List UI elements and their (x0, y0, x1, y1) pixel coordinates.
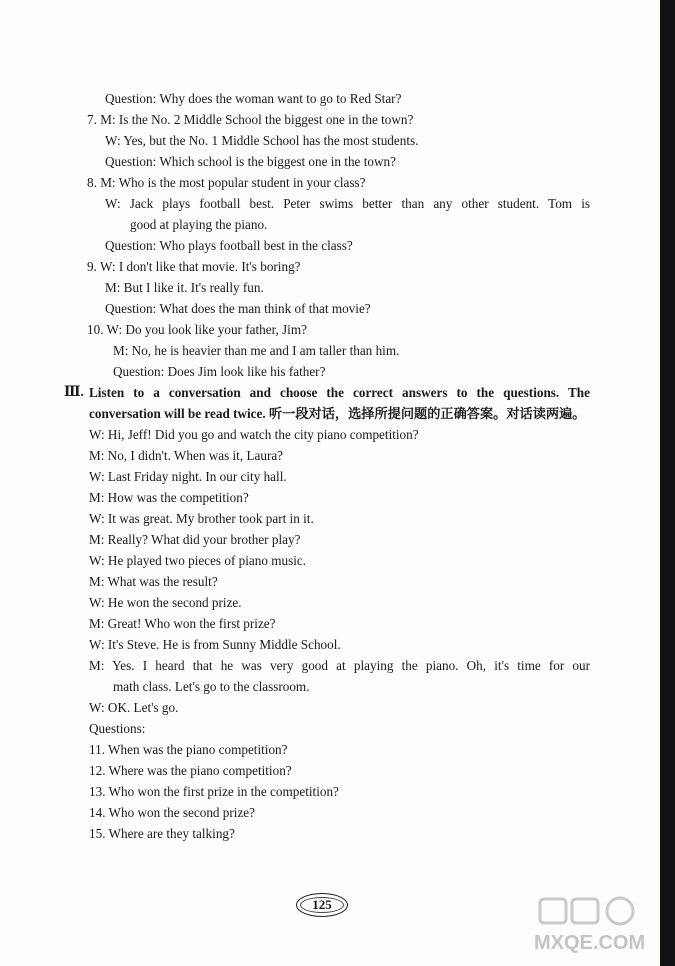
dialogue-line: W: Last Friday night. In our city hall. (89, 469, 287, 484)
question-item: 12. Where was the piano competition? (89, 763, 292, 778)
section-numeral: Ⅲ. (64, 384, 84, 399)
item-10-speaker-w: 10. W: Do you look like your father, Jim? (87, 322, 307, 337)
watermark-text: MXQE.COM (534, 932, 646, 954)
watermark-logo (520, 893, 660, 959)
dialogue-line: M: Yes. I heard that he was very good at playing the piano. Oh, it's time for our (89, 658, 590, 673)
item-8-speaker-w: W: Jack plays football best. Peter swims better than any other student. Tom is (105, 196, 590, 211)
item-10-speaker-m: M: No, he is heavier than me and I am taller than him. (113, 343, 400, 358)
section-instruction-line-1: Listen to a conversation and choose the correct answers to the questions. The (89, 385, 590, 400)
dialogue-line: M: No, I didn't. When was it, Laura? (89, 448, 284, 463)
dialogue-line: M: What was the result? (89, 574, 218, 589)
scan-edge (660, 0, 675, 966)
question-line-10: Question: Does Jim look like his father? (113, 364, 326, 379)
dialogue-line: M: Really? What did your brother play? (89, 532, 301, 547)
section-instruction-line-2: conversation will be read twice. 听一段对话，选择所提问题的正确答案。对话读两遍。 (89, 406, 586, 421)
question-line-9: Question: What does the man think of that movie? (105, 301, 371, 316)
item-9-speaker-w: 9. W: I don't like that movie. It's boring? (87, 259, 301, 274)
item-8-speaker-m: 8. M: Who is the most popular student in your class? (87, 175, 366, 190)
question-item: 13. Who won the first prize in the competition? (89, 784, 339, 799)
dialogue-line: W: He played two pieces of piano music. (89, 553, 307, 568)
item-8-speaker-w-cont: good at playing the piano. (130, 217, 268, 232)
question-line-7: Question: Which school is the biggest one in the town? (105, 154, 396, 169)
item-9-speaker-m: M: But I like it. It's really fun. (105, 280, 264, 295)
item-7-speaker-m: 7. M: Is the No. 2 Middle School the biggest one in the town? (87, 112, 414, 127)
dialogue-line: W: It's Steve. He is from Sunny Middle School. (89, 637, 341, 652)
dialogue-line: M: Great! Who won the first prize? (89, 616, 276, 631)
questions-label: Questions: (89, 721, 146, 736)
page-number: 125 (296, 893, 348, 917)
item-7-speaker-w: W: Yes, but the No. 1 Middle School has the most students. (105, 133, 419, 148)
dialogue-line: W: He won the second prize. (89, 595, 242, 610)
question-line-8: Question: Who plays football best in the class? (105, 238, 353, 253)
dialogue-line-cont: math class. Let's go to the classroom. (113, 679, 310, 694)
question-item: 15. Where are they talking? (89, 826, 235, 841)
dialogue-line: W: Hi, Jeff! Did you go and watch the city piano competition? (89, 427, 419, 442)
dialogue-line: M: How was the competition? (89, 490, 249, 505)
question-item: 11. When was the piano competition? (89, 742, 288, 757)
question-line-6: Question: Why does the woman want to go to Red Star? (105, 91, 402, 106)
question-item: 14. Who won the second prize? (89, 805, 256, 820)
dialogue-line: W: OK. Let's go. (89, 700, 179, 715)
dialogue-line: W: It was great. My brother took part in it. (89, 511, 314, 526)
